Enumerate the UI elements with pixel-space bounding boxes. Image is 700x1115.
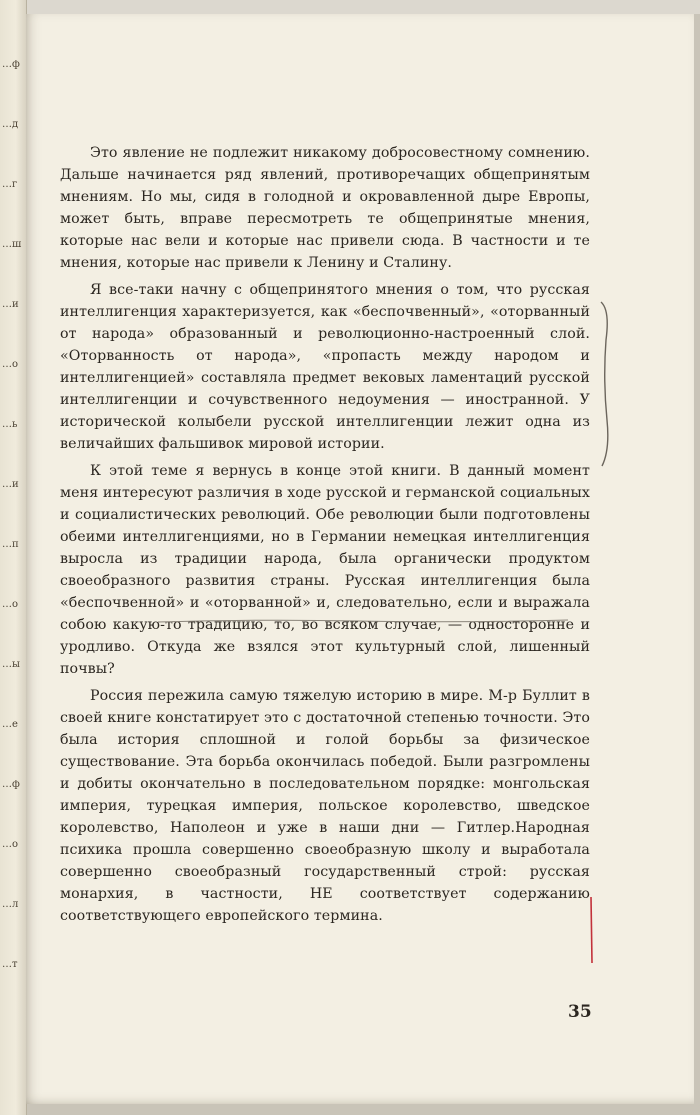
adjacent-page-fragment: …г <box>2 180 18 190</box>
adjacent-page-fragment: …о <box>2 600 19 610</box>
adjacent-page-fragment: …и <box>2 480 19 490</box>
adjacent-page-fragment: …е <box>2 720 18 730</box>
adjacent-page-fragment: …ф <box>2 60 20 70</box>
adjacent-page-fragment: …д <box>2 120 19 130</box>
red-pen-margin-mark-icon <box>585 895 597 965</box>
adjacent-page-fragment: …т <box>2 960 18 970</box>
adjacent-page-fragment: …и <box>2 300 19 310</box>
paragraph-3: К этой теме я вернусь в конце этой книги. В данный момент меня интересуют различия в ходе русской и германской социальных и социалистических революций. Обе революции были подготовлены обеими интеллигенциями, но в Германии немецкая интеллигенция выросла из традиции народа, была органически продуктом своеобразного развития страны. Русская интеллигенция была «беспочвенной» и «оторванной» и, следовательно, если и выражала собою какую-то традицию, то, во всяком случае, — односторонне и уродливо. Откуда же взялся этот культурный слой, лишенный почвы? <box>60 463 590 677</box>
page-number: 35 <box>568 1002 592 1022</box>
page-text <box>60 142 590 932</box>
adjacent-page-fragment: …ь <box>2 420 18 430</box>
paragraph-2: Я все-таки начну с общепринятого мнения о том, что русская интеллигенция характеризуется, как «беспочвенный», «оторванный от народа» образованный и революционно-настроенный слой. «Оторванность от народа», «пропасть между народом и интеллигенцией» составляла предмет вековых ламентаций русской интеллигенции и сочувственного недоумения — иностранной. У исторической колыбели русской интеллигенции лежит одна из величайших фальшивок мировой истории. <box>60 282 590 452</box>
adjacent-page-fragment: …л <box>2 900 19 910</box>
pencil-margin-bracket-icon <box>598 300 612 468</box>
adjacent-page-fragment: …ш <box>2 240 22 250</box>
adjacent-page-fragment: …п <box>2 540 19 550</box>
paragraph-4: Россия пережила самую тяжелую историю в мире. М-р Буллит в своей книге констатирует это с достаточной степенью точности. Это была история сплошной и голой борьбы за физическое существование. Эта борьба окончилась победой. Были разгромлены и добиты окончательно в последовательном порядке: монгольская империя, турецкая империя, польское королевство, шведское королевство, Наполеон и уже в наши дни — Гитлер.Народная психика прошла совершенно своеобразную школу и выработала совершенно своеобразный государственный строй: русская монархия, в частности, НЕ соответствует содержанию соответствующего европейского термина. <box>60 688 590 924</box>
adjacent-page-edge <box>0 0 27 1115</box>
pencil-underline-mark-icon <box>158 616 568 626</box>
scan-top-strip <box>26 0 700 14</box>
adjacent-page-fragment: …о <box>2 840 19 850</box>
paragraph-1: Это явление не подлежит никакому добросовестному сомнению. Дальше начинается ряд явлений, противоречащих общепринятым мнениям. Но мы, сидя в голодной и окровавленной дыре Европы, может быть, вправе пересмотреть те общепринятые мнения, которые нас вели и которые нас привели сюда. В частности и те мнения, которые нас привели к Ленину и Сталину. <box>60 145 590 271</box>
adjacent-page-fragment: …о <box>2 360 19 370</box>
adjacent-page-fragment: …ы <box>2 660 20 670</box>
adjacent-page-fragment: …ф <box>2 780 20 790</box>
